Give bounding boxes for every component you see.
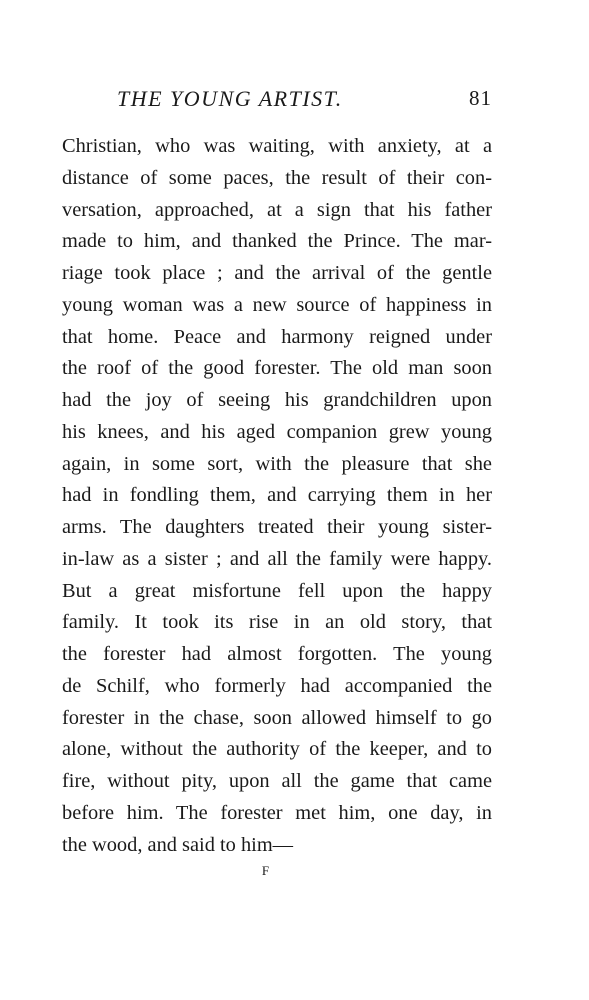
- text-line: riage took place ; and the arrival of the gentle: [62, 262, 492, 284]
- text-line: versation, approached, at a sign that his father: [62, 198, 492, 221]
- text-line: his knees, and his aged companion grew young: [62, 420, 492, 443]
- text-line: But a great misfortune fell upon the happy: [62, 579, 492, 602]
- text-line: arms. The daughters treated their young sister-: [62, 516, 492, 538]
- text-line: that home. Peace and harmony reigned under: [62, 325, 492, 348]
- text-line: forester in the chase, soon allowed himself to go: [62, 706, 492, 729]
- body-text: [62, 131, 492, 861]
- text-line: the wood, and said to him—: [62, 833, 294, 856]
- text-line: the forester had almost forgotten. The young: [62, 643, 492, 665]
- text-line: young woman was a new source of happiness in: [62, 293, 492, 316]
- text-line: the roof of the good forester. The old man soon: [62, 357, 492, 380]
- text-line: in-law as a sister ; and all the family were happy.: [62, 547, 492, 570]
- text-line: had in fondling them, and carrying them in her: [62, 484, 492, 507]
- paragraph-2: [62, 576, 492, 862]
- text-line: again, in some sort, with the pleasure that she: [62, 452, 492, 475]
- text-line: family. It took its rise in an old story, that: [62, 611, 492, 634]
- text-line: made to him, and thanked the Prince. The mar-: [62, 230, 492, 253]
- text-line: before him. The forester met him, one day, in: [62, 801, 492, 824]
- text-line: alone, without the authority of the keeper, and to: [62, 738, 492, 761]
- signature-mark: F: [261, 863, 271, 878]
- page-number: 81: [469, 86, 492, 110]
- text-line: fire, without pity, upon all the game that came: [62, 770, 492, 792]
- text-line: had the joy of seeing his grandchildren upon: [62, 389, 492, 411]
- paragraph-1: [62, 131, 492, 576]
- text-line: de Schilf, who formerly had accompanied the: [62, 674, 492, 697]
- running-title: THE YOUNG ARTIST.: [117, 86, 343, 111]
- text-line: distance of some paces, the result of their con-: [62, 166, 492, 189]
- text-line: Christian, who was waiting, with anxiety, at a: [62, 135, 492, 157]
- running-head: [60, 86, 492, 116]
